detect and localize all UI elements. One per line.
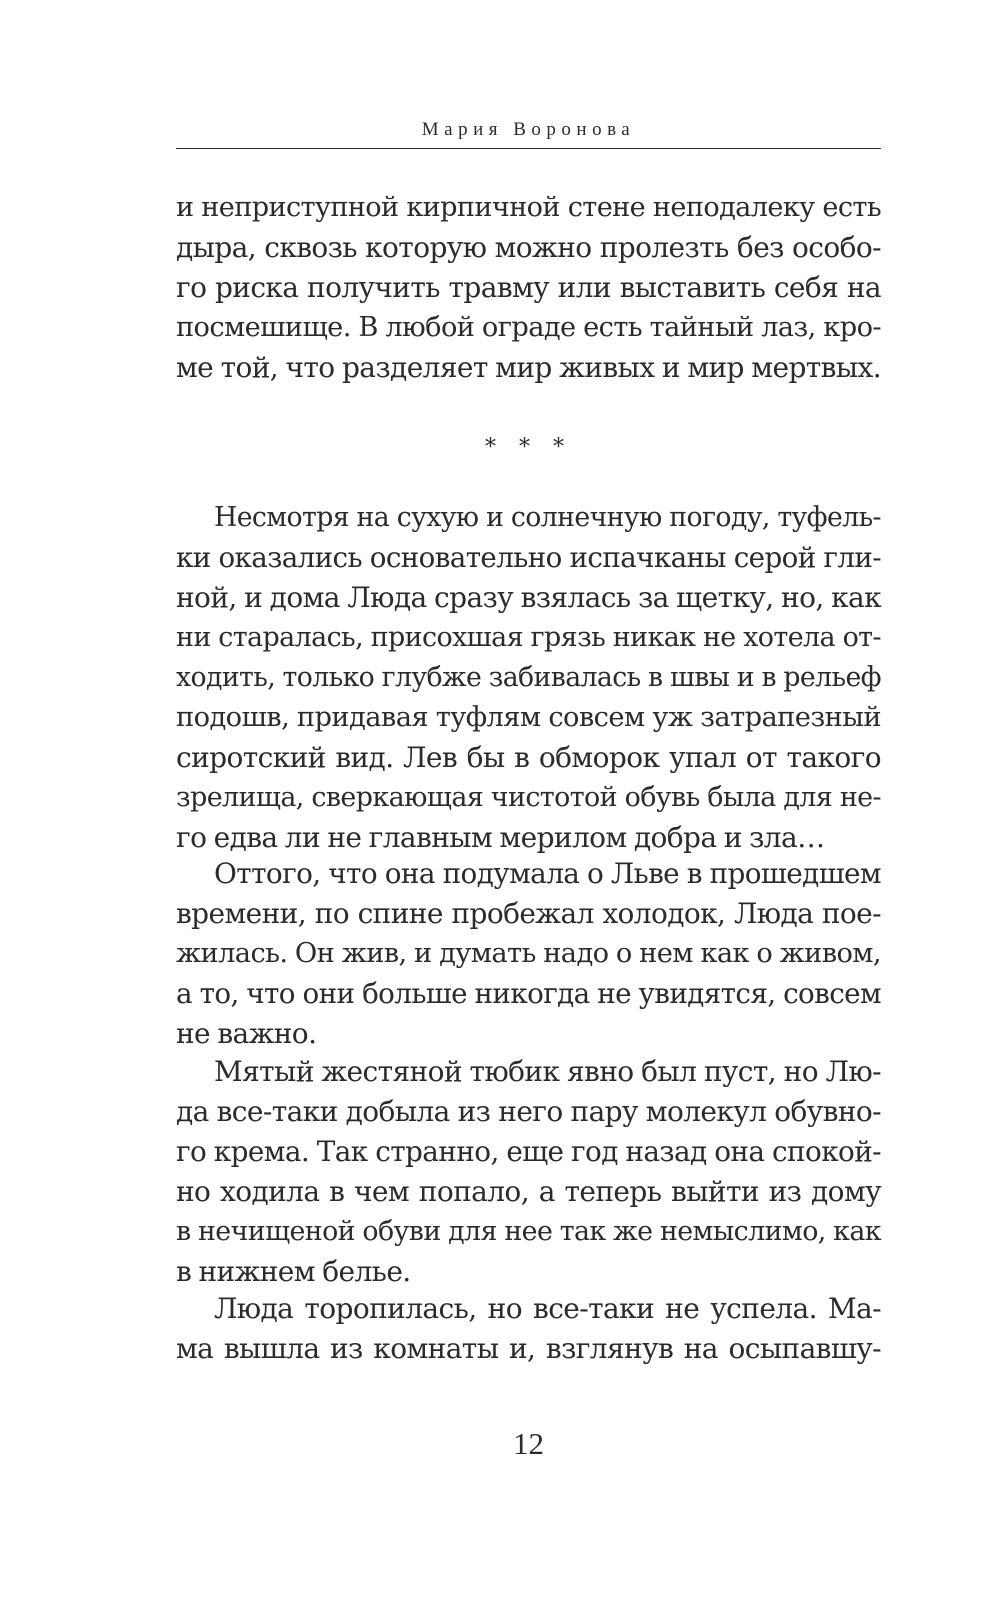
paragraph-4 <box>176 1289 881 1369</box>
paragraph-3 <box>176 1052 881 1292</box>
text-line: ной, и дома Люда сразу взялась за щетку, но, как <box>176 581 881 614</box>
page-number: 12 <box>513 1426 544 1461</box>
text-line: го едва ли не главным мерилом добра и зла… <box>176 821 825 854</box>
top-paragraph <box>176 188 881 388</box>
paragraph-1 <box>176 498 881 858</box>
text-line: и неприступной кирпичной стене неподалеку есть <box>176 192 881 223</box>
text-line: Люда торопилась, но все-таки не успела. Ма- <box>214 1292 881 1325</box>
text-line: сиротский вид. Лев бы в обморок упал от такого <box>176 741 881 774</box>
text-line: но ходила в чем попало, а теперь выйти из дому <box>176 1175 881 1208</box>
running-header <box>176 118 881 150</box>
text-line: жилась. Он жив, и думать надо о нем как о живом, <box>176 938 881 969</box>
text-line: времени, по спине пробежал холодок, Люда пое- <box>176 897 881 930</box>
text-line: дыра, сквозь которую можно пролезть без особо- <box>176 231 881 264</box>
text-line: ки оказались основательно испачканы серой гли- <box>176 541 881 574</box>
text-line: в нечищеной обуви для нее так же немыслимо, как <box>176 1216 881 1247</box>
text-line: ни старалась, присохшая грязь никак не хотела от- <box>176 622 881 653</box>
text-line: не важно. <box>176 1017 317 1050</box>
text-line: Мятый жестяной тюбик явно был пуст, но Лю- <box>214 1055 881 1088</box>
text-line: ходить, только глубже забивалась в швы и в рельеф <box>176 662 881 693</box>
text-line: да все-таки добыла из него пару молекул обувно- <box>176 1095 881 1128</box>
text-line: зрелища, сверкающая чистотой обувь была для не- <box>176 782 881 813</box>
section-break: * * * <box>485 435 572 460</box>
running-head-author: Мария Воронова <box>421 119 636 140</box>
text-line: го риска получить травму или выставить себя на <box>176 271 881 304</box>
header-rule <box>176 148 881 149</box>
paragraph-2 <box>176 854 881 1054</box>
text-line: подошв, придавая туфлям совсем уж затрапезный <box>176 702 881 733</box>
text-line: ме той, что разделяет мир живых и мир мертвых. <box>176 351 881 384</box>
text-line: в нижнем белье. <box>176 1255 411 1288</box>
text-line: Несмотря на сухую и солнечную погоду, туфель- <box>214 502 881 533</box>
text-line: ма вышла из комнаты и, взглянув на осыпавшу- <box>176 1332 881 1365</box>
text-line: Оттого, что она подумала о Льве в прошедшем <box>214 857 881 890</box>
text-line: посмешище. В любой ограде есть тайный лаз, кро- <box>176 312 881 343</box>
text-line: го крема. Так странно, еще год назад она спокой- <box>176 1135 881 1168</box>
text-line: а то, что они больше никогда не увидятся, совсем <box>176 977 881 1010</box>
